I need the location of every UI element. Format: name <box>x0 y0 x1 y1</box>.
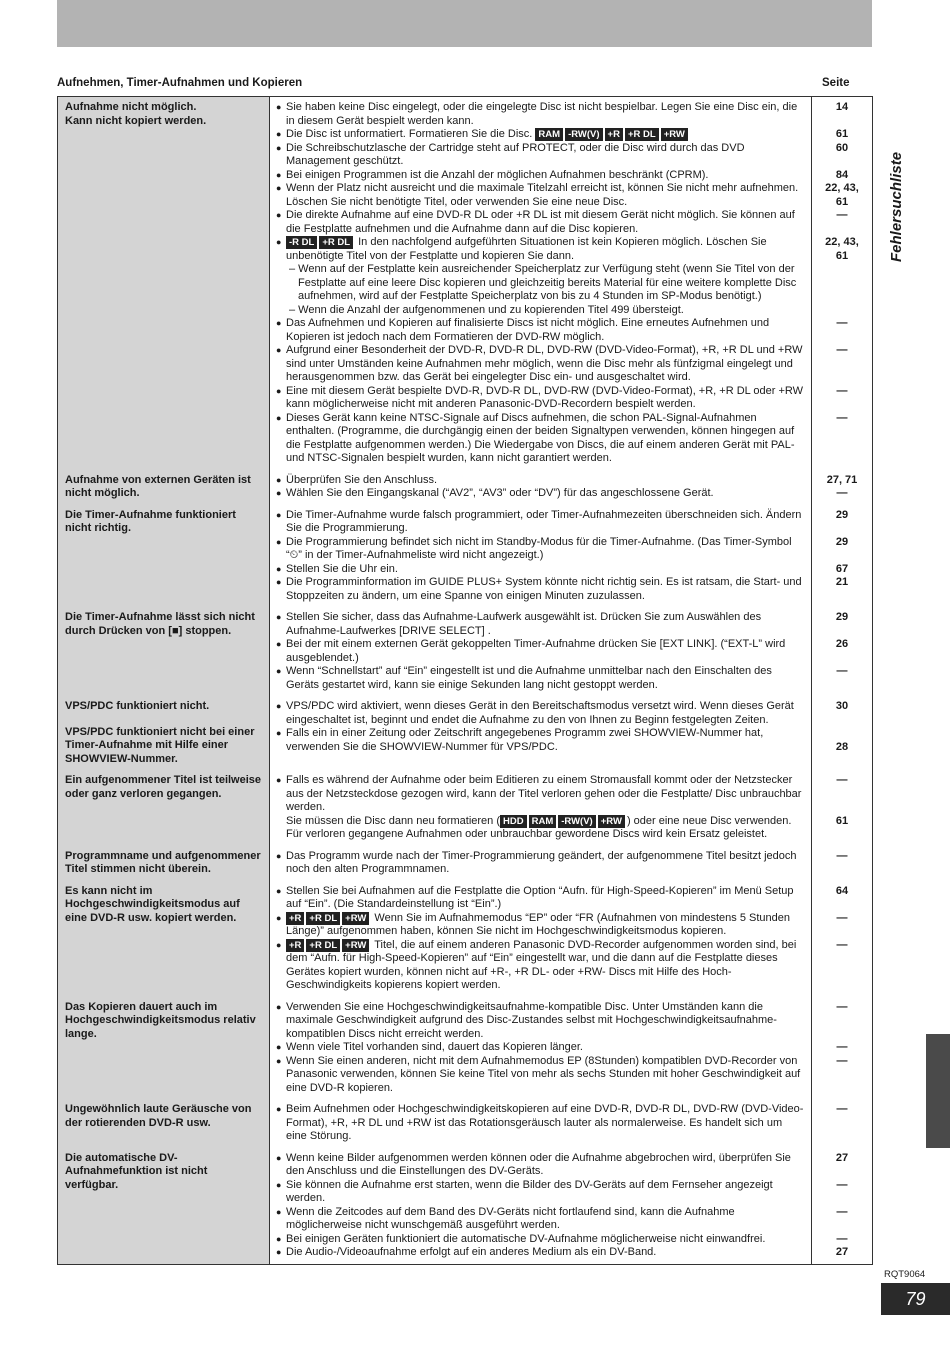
disc-badge: +R <box>605 128 623 141</box>
page-ref: 84 <box>835 168 849 181</box>
solution-item: ● Die direkte Aufnahme auf eine DVD-R DL oder +R DL ist mit diesem Gerät nicht möglich. Sie können auf die Festplatte aufnehmen und die Aufnahme dann auf die Disc kopieren. <box>276 209 805 236</box>
solution-item: ● Eine mit diesem Gerät bespielte DVD-R, DVD-R DL, DVD-RW (DVD-Video-Format), +R, +R DL oder +RW kann möglicherweise nicht mit anderen Panasonic-DVD-Recordern bespielt werden. <box>276 385 805 412</box>
table-row <box>58 997 873 1100</box>
solution-item: ● Wählen Sie den Eingangskanal (“AV2”, “AV3” oder “DV”) für das angeschlossene Gerät. <box>276 487 805 501</box>
troubleshooting-table <box>57 96 873 1265</box>
problem-cell <box>58 1099 270 1148</box>
problem-text: Die Timer-Aufnahme funktioniert nicht richtig. <box>65 508 236 534</box>
table-row <box>58 97 873 470</box>
problem-cell <box>58 997 270 1100</box>
solution-item: ● Verwenden Sie eine Hochgeschwindigkeitsaufnahme-kompatible Disc. Unter Umständen kann die maximale Geschwindigkeit aufgrund des Disc-Zustandes selbst mit Hochgeschwindigkeitsaufnahme-kompatiblen Discs nicht erreicht werden. <box>276 1001 805 1042</box>
page-cell <box>812 505 873 608</box>
page-ref: 30 <box>835 700 849 712</box>
problem-cell <box>58 696 270 770</box>
page-cell <box>812 846 873 881</box>
page-column-label: Seite <box>822 77 850 89</box>
disc-badge: -R DL <box>286 236 317 249</box>
disc-badge: +R DL <box>319 236 353 249</box>
solution-item: ● Die Audio-/Videoaufnahme erfolgt auf ein anderes Medium als ein DV-Band. <box>276 1246 805 1260</box>
solution-cell <box>270 1099 812 1148</box>
page-ref: — <box>836 209 848 221</box>
problem-text: Programmname und aufgenommener Titel stimmen nicht überein. <box>65 849 261 875</box>
solution-item: ● Aufgrund einer Besonderheit der DVD-R, DVD-R DL, DVD-RW (DVD-Video-Format), +R, +R DL und +RW sind unter Umständen keine Aufnahmen mehr möglich, wenn die Disc mehr als fünfzigmal eingelegt und herausgenommen bzw. das Gerät bei eingelegter Disc ein- und ausgeschaltet wird. <box>276 344 805 385</box>
solution-item <box>276 128 805 142</box>
page-ref: 29 <box>835 508 849 521</box>
solution-item: ● Sie können die Aufnahme erst starten, wenn die Bilder des DV-Geräts auf dem Fernseher angezeigt werden. <box>276 1179 805 1206</box>
solution-text: Wenn Sie im Aufnahmemodus “EP” oder “FR (Aufnahmen von mindestens 5 Stunden Länge)” aufgenommen haben, können Sie nicht im Hochgeschwindigkeitsmodus kopieren. <box>286 911 790 937</box>
solution-subitem: – Wenn auf der Festplatte kein ausreichender Speicherplatz zur Verfügung steht (wenn Sie Titel von der Festplatte auf eine leere Disc kopieren und gleichzeitig bereits Material für eine weitere komplette Disc aufnehmen, wird auf der Festplatte Speicherplatz von bis zu 4 Stunden im SP-Modus benötigt.) <box>289 263 797 302</box>
page-ref: 67 <box>835 562 849 575</box>
disc-badge: RAM <box>535 128 563 141</box>
solution-item: ● Wenn der Platz nicht ausreicht und die maximale Titelzahl erreicht ist, können Sie nicht mehr aufnehmen. Löschen Sie nicht benötigte Titel, oder verwenden Sie eine neue Disc. <box>276 182 805 209</box>
problem-cell <box>58 846 270 881</box>
page-ref: — <box>836 1000 848 1013</box>
solution-item: ● Bei einigen Programmen ist die Anzahl der möglichen Aufnahmen beschränkt (CPRM). <box>276 169 805 183</box>
solution-text: Sie müssen die Disc dann neu formatieren ( <box>286 814 500 827</box>
page-ref: — <box>836 774 848 786</box>
table-row <box>58 696 873 770</box>
solution-item: ● Die Schreibschutzlasche der Cartridge steht auf PROTECT, oder die Disc wird durch das DVD Management geschützt. <box>276 142 805 169</box>
solution-item: ● Bei der mit einem externen Gerät gekoppelten Timer-Aufnahme drücken Sie [EXT LINK]. (“EXT-L” wird ausgeblendet.) <box>276 638 805 665</box>
page-ref: — <box>836 849 848 862</box>
page-ref: — <box>836 1232 848 1245</box>
problem-text: Das Kopieren dauert auch im Hochgeschwindigkeitsmodus relativ lange. <box>65 1000 256 1040</box>
solution-item: ● Wenn viele Titel vorhanden sind, dauert das Kopieren länger. <box>276 1041 805 1055</box>
page-ref: 22, 43, <box>825 236 859 248</box>
solution-subitem: – Wenn die Anzahl der aufgenommenen und zu kopierenden Titel 499 übersteigt. <box>289 303 684 316</box>
section-title: Aufnehmen, Timer-Aufnahmen und Kopieren <box>57 77 303 89</box>
disc-badge: +RW <box>598 815 625 828</box>
solution-item: ● Wenn keine Bilder aufgenommen werden können oder die Aufnahme abgebrochen wird, überprüfen Sie den Anschluss und die Einstellungen des DV-Geräts. <box>276 1152 805 1179</box>
disc-badge: +RW <box>342 912 369 925</box>
problem-text: Aufnahme nicht möglich. <box>65 101 197 113</box>
solution-item: ● Stellen Sie sicher, dass das Aufnahme-Laufwerk ausgewählt ist. Drücken Sie zum Auswählen des Aufnahme-Laufwerkes [DRIVE SELECT] . <box>276 611 805 638</box>
problem-text: Die automatische DV-Aufnahmefunktion ist nicht verfügbar. <box>65 1151 208 1191</box>
disc-badge: +R <box>286 939 304 952</box>
page-cell <box>812 997 873 1100</box>
page-ref: 29 <box>835 535 849 548</box>
disc-badge: +R <box>286 912 304 925</box>
problem-text: Ein aufgenommener Titel ist teilweise oder ganz verloren gegangen. <box>65 774 262 800</box>
page-ref: — <box>836 317 848 329</box>
page-ref: — <box>836 938 848 951</box>
solution-cell <box>270 607 812 696</box>
document-code: RQT9064 <box>884 1269 926 1280</box>
solution-cell <box>270 696 812 770</box>
solution-cell <box>270 846 812 881</box>
solution-text: ) oder eine neue Disc verwenden. Für verloren gegangene Aufnahmen oder unbrauchbar gewordene Discs wird kein Ersatz geleistet. <box>286 814 792 840</box>
page-ref: — <box>836 1205 848 1218</box>
problem-text: VPS/PDC funktioniert nicht bei einer Timer-Aufnahme mit Hilfe einer SHOWVIEW-Nummer. <box>65 725 255 765</box>
solution-item: ● VPS/PDC wird aktiviert, wenn dieses Gerät in den Bereitschaftsmodus versetzt wird. Wenn dieses Gerät eingeschaltet ist, beginnt und endet die Aufnahme zu den von Ihnen zu Beginn festgelegten Zeiten. <box>276 700 805 727</box>
page-ref: — <box>836 911 848 924</box>
page-ref: 27 <box>835 1151 849 1164</box>
solution-cell <box>270 997 812 1100</box>
solution-cell <box>270 1148 812 1265</box>
page-ref: — <box>836 411 848 424</box>
problem-cell <box>58 1148 270 1265</box>
problem-cell <box>58 470 270 505</box>
table-row <box>58 1099 873 1148</box>
solution-item: ● Wenn “Schnellstart” auf “Ein” eingestellt ist und die Aufnahme unmittelbar nach den Einschalten des Geräts gestartet wird, kann sie einige Sekunden lang nicht gestoppt werden. <box>276 665 805 692</box>
page-ref: — <box>836 1041 848 1053</box>
problem-text: Aufnahme von externen Geräten ist nicht möglich. <box>65 473 251 499</box>
page-cell <box>812 1148 873 1265</box>
table-row <box>58 881 873 997</box>
problem-text: Ungewöhnlich laute Geräusche von der rotierenden DVD-R usw. <box>65 1103 252 1129</box>
side-section-title: Fehlersuchliste <box>888 151 905 262</box>
side-index-tab <box>926 1034 950 1148</box>
solution-item: ● Das Aufnehmen und Kopieren auf finalisierte Discs ist nicht möglich. Eine erneutes Aufnehmen und Kopieren ist jedoch nach dem Formatieren der DVD-RW möglich. <box>276 317 805 344</box>
table-row <box>58 470 873 505</box>
page-ref: — <box>836 344 848 356</box>
page-cell <box>812 607 873 696</box>
solution-item: ● Überprüfen Sie den Anschluss. <box>276 474 805 488</box>
page-ref: — <box>836 1054 848 1067</box>
solution-cell <box>270 881 812 997</box>
solution-item: ● Das Programm wurde nach der Timer-Programmierung geändert, der aufgenommene Titel besitzt jedoch noch den alten Programmnamen. <box>276 850 805 877</box>
solution-item: ● Bei einigen Geräten funktioniert die automatische DV-Aufnahme möglicherweise nicht einwandfrei. <box>276 1233 805 1247</box>
page-ref: 61 <box>835 249 849 262</box>
disc-badge: +R DL <box>625 128 659 141</box>
solution-item <box>276 939 805 993</box>
page-ref: 61 <box>835 814 849 827</box>
solution-item <box>276 236 805 263</box>
page-ref: 27, 71 <box>826 473 858 486</box>
problem-cell <box>58 607 270 696</box>
problem-cell <box>58 881 270 997</box>
page-cell <box>812 470 873 505</box>
solution-cell <box>270 505 812 608</box>
solution-item <box>276 912 805 939</box>
page-ref: — <box>836 384 848 397</box>
solution-cell <box>270 470 812 505</box>
page-ref: 26 <box>835 638 849 650</box>
page-ref: 21 <box>835 576 849 588</box>
solution-item: ● Die Programmierung befindet sich nicht im Standby-Modus für die Timer-Aufnahme. (Das Timer-Symbol “⏲” in der Timer-Aufnahmeliste wird nicht angezeigt.) <box>276 536 805 563</box>
page-ref: 61 <box>835 195 849 208</box>
page-cell <box>812 881 873 997</box>
solution-item: ● Stellen Sie die Uhr ein. <box>276 563 805 577</box>
solution-continuation <box>276 815 805 842</box>
disc-badge: -RW(V) <box>558 815 595 828</box>
page-ref: 28 <box>835 740 849 753</box>
problem-cell <box>58 97 270 470</box>
problem-cell <box>58 505 270 608</box>
solution-cell <box>270 770 812 846</box>
solution-text: Die Disc ist unformatiert. Formatieren Sie die Disc. <box>286 128 533 140</box>
page-cell <box>812 1099 873 1148</box>
problem-text: Die Timer-Aufnahme lässt sich nicht durch Drücken von [■] stoppen. <box>65 611 255 637</box>
solution-item: ● Wenn die Zeitcodes auf dem Band des DV-Geräts nicht fortlaufend sind, kann die Aufnahme möglicherweise nicht wunschgemäß ausgeführt werden. <box>276 1206 805 1233</box>
page-ref: — <box>836 1103 848 1115</box>
table-row <box>58 505 873 608</box>
page-ref: 64 <box>835 884 849 897</box>
table-row <box>58 846 873 881</box>
page-ref: 27 <box>835 1246 849 1258</box>
problem-text: VPS/PDC funktioniert nicht. <box>65 700 210 712</box>
solution-text: In den nachfolgend aufgeführten Situationen ist kein Kopieren möglich. Löschen Sie unbenötigte Titel von der Festplatte und kopieren Sie dann. <box>286 236 767 262</box>
disc-badge: RAM <box>529 815 557 828</box>
solution-item: ● Wenn Sie einen anderen, nicht mit dem Aufnahmemodus EP (8Stunden) kompatiblen DVD-Recorder von Panasonic verwenden, können Sie keine Titel von mehr als sechs Stunden mit hoher Geschwindigkeit auf eine DVD-R kopieren. <box>276 1055 805 1096</box>
disc-badge: +RW <box>342 939 369 952</box>
problem-text: Kann nicht kopiert werden. <box>65 114 207 127</box>
solution-cell <box>270 97 812 470</box>
solution-item: ● Beim Aufnehmen oder Hochgeschwindigkeitskopieren auf eine DVD-R, DVD-R DL, DVD-RW (DVD-Video-Format), +R, +R DL und +RW ist das Rotationsgeräusch lauter als normalerweise. Es handelt sich um eine Störung. <box>276 1103 805 1144</box>
table-row <box>58 770 873 846</box>
page-number: 79 <box>881 1283 950 1315</box>
page-cell <box>812 97 873 470</box>
page-ref: — <box>836 665 848 677</box>
solution-item: ● Falls es während der Aufnahme oder beim Editieren zu einem Stromausfall kommt oder der Netzstecker aus der Netzsteckdose gezogen wird, kann der Titel verloren gehen oder die Festplatte/ Disc unbrauchbar werden. <box>276 774 805 815</box>
solution-item: ● Falls ein in einer Zeitung oder Zeitschrift angegebenes Programm zwei SHOWVIEW-Nummer hat, verwenden Sie die SHOWVIEW-Nummer für VPS/PDC. <box>276 727 805 754</box>
problem-cell <box>58 770 270 846</box>
page-ref: 61 <box>835 128 849 140</box>
page-ref: 22, 43, <box>825 182 859 194</box>
page-ref: 14 <box>835 101 849 113</box>
disc-badge: +R DL <box>306 939 340 952</box>
page-cell <box>812 770 873 846</box>
page-ref: 29 <box>835 611 849 623</box>
page-cell <box>812 696 873 770</box>
page-ref: — <box>836 1178 848 1191</box>
top-banner <box>57 0 872 47</box>
solution-item: ● Dieses Gerät kann keine NTSC-Signale auf Discs aufnehmen, die schon PAL-Signal-Aufnahmen enthalten. (Programme, die durchgängig einen der beiden Signaltypen verwenden, können hingegen auf die Festplatte aufgenommen werden.) Die Wiedergabe von Discs, die auf einem anderen Gerät mit PAL- und NTSC-Signalen bespielt wurden, kann nicht garantiert werden. <box>276 412 805 466</box>
page-ref: 60 <box>835 141 849 154</box>
disc-badge: HDD <box>500 815 527 828</box>
solution-item: ● Die Programminformation im GUIDE PLUS+ System könnte nicht richtig sein. Es ist ratsam, die Start- und Stoppzeiten zu ändern, um eine Spanne von einigen Minuten zuzulassen. <box>276 576 805 603</box>
disc-badge: -RW(V) <box>565 128 602 141</box>
table-row <box>58 607 873 696</box>
page-ref: — <box>836 487 848 499</box>
disc-badge: +RW <box>661 128 688 141</box>
solution-item: ● Die Timer-Aufnahme wurde falsch programmiert, oder Timer-Aufnahmezeiten überschneiden sich. Ändern Sie die Programmierung. <box>276 509 805 536</box>
solution-item: ● Sie haben keine Disc eingelegt, oder die eingelegte Disc ist nicht bespielbar. Legen Sie eine Disc ein, die in diesem Gerät bespielt werden kann. <box>276 101 805 128</box>
table-row <box>58 1148 873 1265</box>
disc-badge: +R DL <box>306 912 340 925</box>
solution-text: Titel, die auf einem anderen Panasonic DVD-Recorder aufgenommen worden sind, bei dem “Aufn. für High-Speed-Kopieren” auf “Ein” eingestellt war, und die dann auf die Festplatte dieses Gerätes kopiert wurden, können nicht auf +R-, +R DL- oder +RW- Discs mit Hilfe des Hoch-Geschwindigkeits kopierens kopiert werden. <box>286 938 797 991</box>
solution-item: ● Stellen Sie bei Aufnahmen auf die Festplatte die Option “Aufn. für High-Speed-Kopieren” im Menü Setup auf “Ein”. (Die Standardeinstellung ist “Ein”.) <box>276 885 805 912</box>
problem-text: Es kann nicht im Hochgeschwindigkeitsmodus auf eine DVD-R usw. kopiert werden. <box>65 884 240 924</box>
